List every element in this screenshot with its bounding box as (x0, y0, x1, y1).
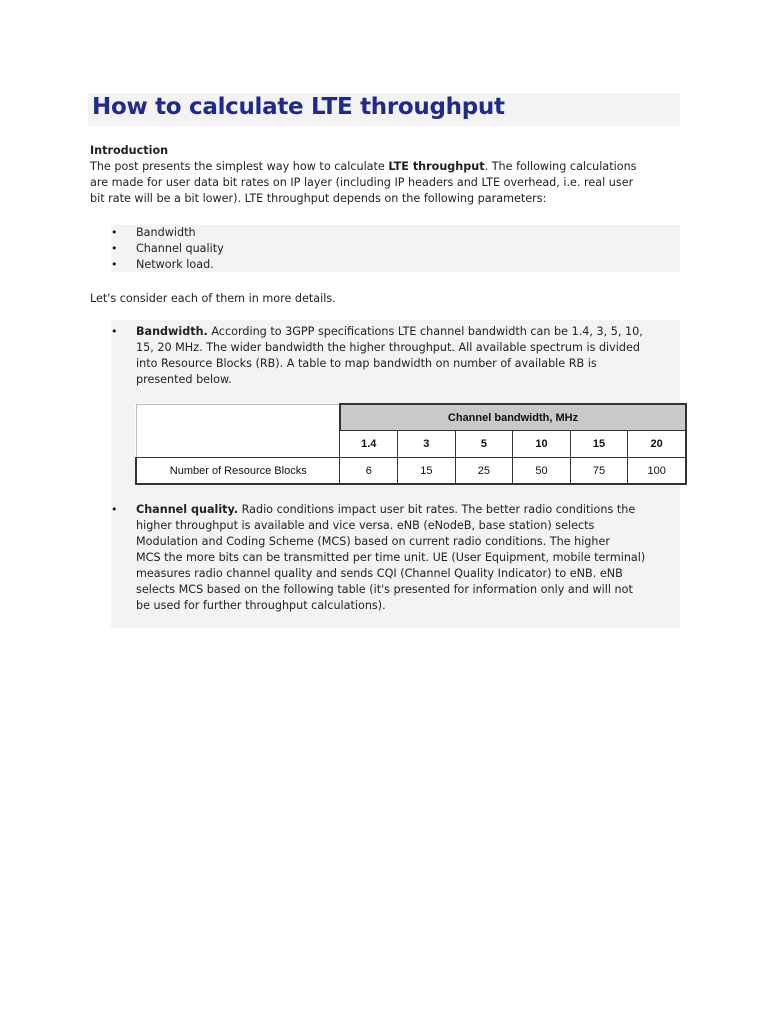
rb-row-label: Number of Resource Blocks (136, 458, 340, 485)
intro-line-1-text: The post presents the simplest way how to calculate (90, 160, 389, 173)
bandwidth-line-2: 15, 20 MHz. The wider bandwidth the higher throughput. All available spectrum is divided (136, 341, 640, 354)
bullet-icon: • (111, 242, 118, 255)
bullet-icon: • (111, 503, 118, 516)
parameter-network-load: Network load. (136, 258, 214, 271)
table-header-row (136, 404, 686, 431)
bandwidth-cell: 5 (455, 431, 513, 458)
channel-bandwidth-header: Channel bandwidth, MHz (340, 404, 686, 431)
bandwidth-cell: 3 (398, 431, 456, 458)
rb-count-cell: 50 (513, 458, 571, 485)
channel-quality-line-6: selects MCS based on the following table (it's presented for information only and will not (136, 583, 633, 596)
list-item (111, 225, 224, 241)
bandwidth-text (136, 324, 681, 388)
list-item (111, 241, 224, 257)
channel-quality-line-2: higher throughput is available and vice versa. eNB (eNodeB, base station) selects (136, 519, 595, 532)
channel-quality-text (136, 502, 681, 614)
intro-paragraph (90, 159, 680, 207)
channel-quality-line-7: be used for further throughput calculations). (136, 599, 386, 612)
intro-line-2: are made for user data bit rates on IP layer (including IP headers and LTE overhead, i.e. real user (90, 176, 634, 189)
lte-throughput-emphasis: LTE throughput (388, 160, 485, 173)
bandwidth-cell: 20 (628, 431, 686, 458)
intro-heading: Introduction (90, 144, 169, 157)
rb-count-cell: 25 (455, 458, 513, 485)
bandwidth-cell: 10 (513, 431, 571, 458)
consider-paragraph: Let's consider each of them in more details. (90, 292, 336, 305)
parameters-list (111, 225, 224, 273)
title-bar (88, 93, 680, 126)
page-title: How to calculate LTE throughput (92, 94, 505, 120)
rb-count-cell: 100 (628, 458, 686, 485)
rb-count-cell: 6 (340, 458, 398, 485)
channel-quality-line-5: measures radio channel quality and sends CQI (Channel Quality Indicator) to eNB. eNB (136, 567, 623, 580)
parameter-channel-quality: Channel quality (136, 242, 224, 255)
parameter-bandwidth: Bandwidth (136, 226, 196, 239)
table-row (136, 458, 686, 485)
bandwidth-line-1 (136, 324, 681, 340)
bandwidth-label: Bandwidth. (136, 325, 208, 338)
list-item (111, 257, 224, 273)
channel-quality-line-1-text: Radio conditions impact user bit rates. The better radio conditions the (238, 503, 636, 516)
channel-quality-line-3: Modulation and Coding Scheme (MCS) based on current radio conditions. The higher (136, 535, 610, 548)
channel-quality-line-4: MCS the more bits can be transmitted per time unit. UE (User Equipment, mobile terminal) (136, 551, 646, 564)
bandwidth-line-3: into Resource Blocks (RB). A table to map bandwidth on number of available RB is (136, 357, 597, 370)
resource-blocks-table (135, 403, 687, 485)
bullet-icon: • (111, 226, 118, 239)
channel-quality-line-1 (136, 502, 681, 518)
intro-line-1-tail: . The following calculations (484, 160, 637, 173)
intro-line-1 (90, 159, 680, 175)
bandwidth-cell: 1.4 (340, 431, 398, 458)
rb-count-cell: 75 (570, 458, 628, 485)
bandwidth-line-4: presented below. (136, 373, 232, 386)
bandwidth-line-1-text: According to 3GPP specifications LTE channel bandwidth can be 1.4, 3, 5, 10, (207, 325, 643, 338)
rb-count-cell: 15 (398, 458, 456, 485)
bullet-icon: • (111, 325, 118, 338)
bullet-icon: • (111, 258, 118, 271)
channel-quality-label: Channel quality. (136, 503, 239, 516)
intro-line-3: bit rate will be a bit lower). LTE throughput depends on the following parameters: (90, 192, 547, 205)
bandwidth-cell: 15 (570, 431, 628, 458)
table-corner-cell (136, 404, 340, 458)
